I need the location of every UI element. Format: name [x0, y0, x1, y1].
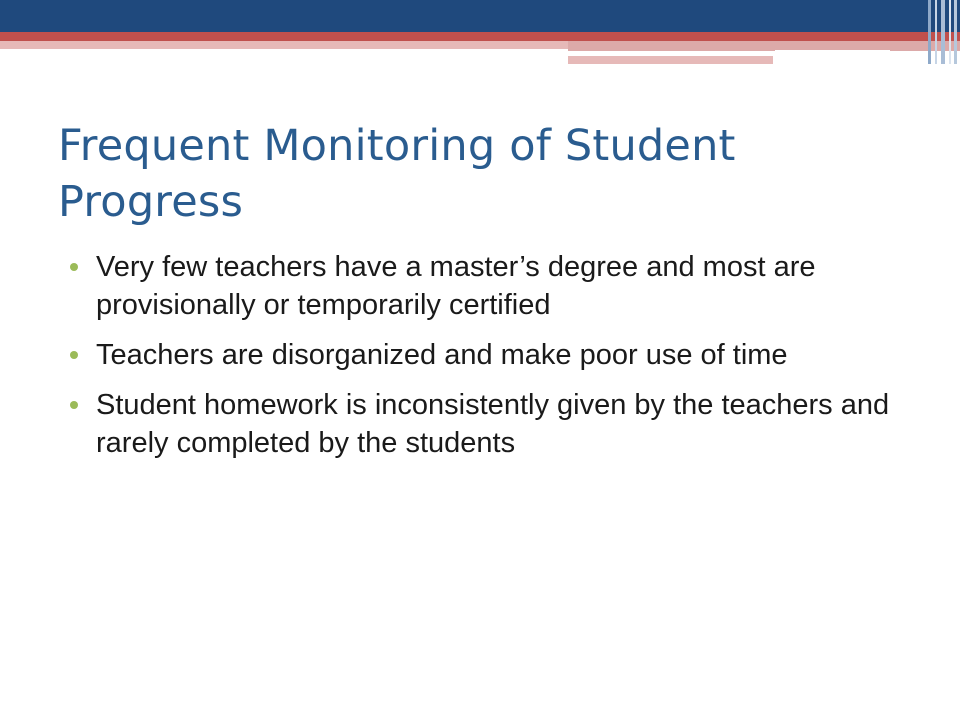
bullet-item [70, 386, 900, 462]
bullet-dot-icon [70, 263, 78, 271]
slide-title: Frequent Monitoring of Student Progress [58, 121, 736, 227]
header-band-pink-lower [568, 56, 773, 64]
header-stripe [954, 0, 957, 64]
bullet-dot-icon [70, 401, 78, 409]
header-band-pink-left [0, 41, 570, 49]
bullet-item [70, 248, 900, 324]
bullet-text: Very few teachers have a master’s degree and most are provisionally or temporarily certified [96, 251, 816, 321]
header-stripe [941, 0, 945, 64]
header-band-red [0, 32, 960, 41]
header-stripe [949, 0, 951, 64]
bullet-dot-icon [70, 351, 78, 359]
bullet-list [70, 248, 900, 474]
header-stripe [928, 0, 931, 64]
header-band-white-line [775, 50, 890, 53]
bullet-text: Teachers are disorganized and make poor use of time [96, 339, 788, 371]
header-band-pink-right [568, 41, 960, 51]
bullet-text: Student homework is inconsistently given by the teachers and rarely completed by the students [96, 389, 890, 459]
header-stripe [935, 0, 937, 64]
bullet-item [70, 336, 900, 374]
header-band-blue [0, 0, 960, 32]
